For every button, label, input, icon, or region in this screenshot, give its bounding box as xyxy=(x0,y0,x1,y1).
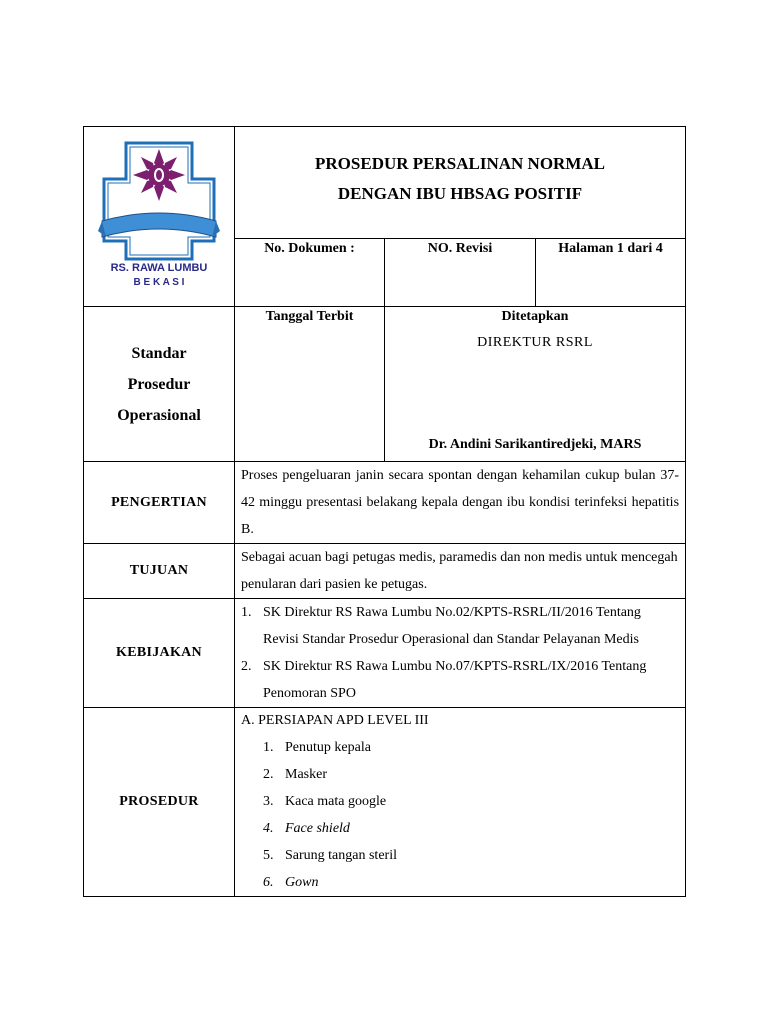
prosedur-list xyxy=(235,734,685,896)
list-item: 6. Gown xyxy=(263,875,319,890)
tanggal-terbit-label: Tanggal Terbit xyxy=(265,309,354,324)
title-line2: DENGAN IBU HBSAG POSITIF xyxy=(337,184,583,203)
pengertian-cell xyxy=(235,462,686,544)
prosedur-section-a: A. PERSIAPAN APD LEVEL III xyxy=(241,713,429,728)
list-item: 4. Face shield xyxy=(263,821,350,836)
halaman-cell xyxy=(536,239,686,307)
tanggal-terbit-cell xyxy=(235,307,385,462)
logo-text-line1: RS. RAWA LUMBU xyxy=(110,262,208,274)
list-item: 5. Sarung tangan steril xyxy=(263,848,397,863)
halaman-label: Halaman 1 dari 4 xyxy=(558,241,663,256)
spo-label-line1: Standar xyxy=(131,344,187,362)
tujuan-text: Sebagai acuan bagi petugas medis, paramedis dan non medis untuk mencegah penularan dari pasien ke petugas. xyxy=(241,550,678,592)
logo-text-line2: B E K A S I xyxy=(133,277,185,288)
kebijakan-label: KEBIJAKAN xyxy=(84,599,235,708)
list-item: 2. Masker xyxy=(263,767,327,782)
no-dokumen-cell xyxy=(235,239,385,307)
ditetapkan-label: Ditetapkan xyxy=(501,309,569,324)
list-item: 2. SK Direktur RS Rawa Lumbu No.07/KPTS-RSRL/IX/2016 Tentang Penomoran SPO xyxy=(241,659,647,701)
list-item: 1. Penutup kepala xyxy=(263,740,371,755)
hospital-logo xyxy=(98,141,220,291)
spo-label-line2: Prosedur xyxy=(127,375,191,393)
prosedur-cell xyxy=(235,708,686,897)
logo-cell xyxy=(84,127,235,307)
kebijakan-cell xyxy=(235,599,686,708)
direktur-name: Dr. Andini Sarikantiredjeki, MARS xyxy=(428,437,642,452)
title-cell xyxy=(235,127,686,239)
pengertian-label: PENGERTIAN xyxy=(84,462,235,544)
no-revisi-label: NO. Revisi xyxy=(427,241,493,256)
prosedur-label: PROSEDUR xyxy=(84,708,235,897)
tujuan-cell xyxy=(235,544,686,599)
spo-table xyxy=(83,126,686,897)
no-dokumen-label: No. Dokumen : xyxy=(264,241,355,256)
ditetapkan-cell xyxy=(385,307,686,462)
title-line1: PROSEDUR PERSALINAN NORMAL xyxy=(315,154,605,173)
spo-label-line3: Operasional xyxy=(117,406,201,424)
pengertian-text: Proses pengeluaran janin secara spontan dengan kehamilan cukup bulan 37-42 minggu presentasi belakang kepala dengan ibu kondisi terinfeksi hepatitis B. xyxy=(241,468,680,537)
list-item: 3. Kaca mata google xyxy=(263,794,387,809)
spo-label-cell xyxy=(84,307,235,462)
tujuan-label: TUJUAN xyxy=(84,544,235,599)
direktur-label: DIREKTUR RSRL xyxy=(477,335,593,350)
kebijakan-list xyxy=(235,599,685,707)
no-revisi-cell xyxy=(385,239,536,307)
list-item: 1. SK Direktur RS Rawa Lumbu No.02/KPTS-RSRL/II/2016 Tentang Revisi Standar Prosedur Operasional dan Standar Pelayanan Medis xyxy=(241,605,641,647)
